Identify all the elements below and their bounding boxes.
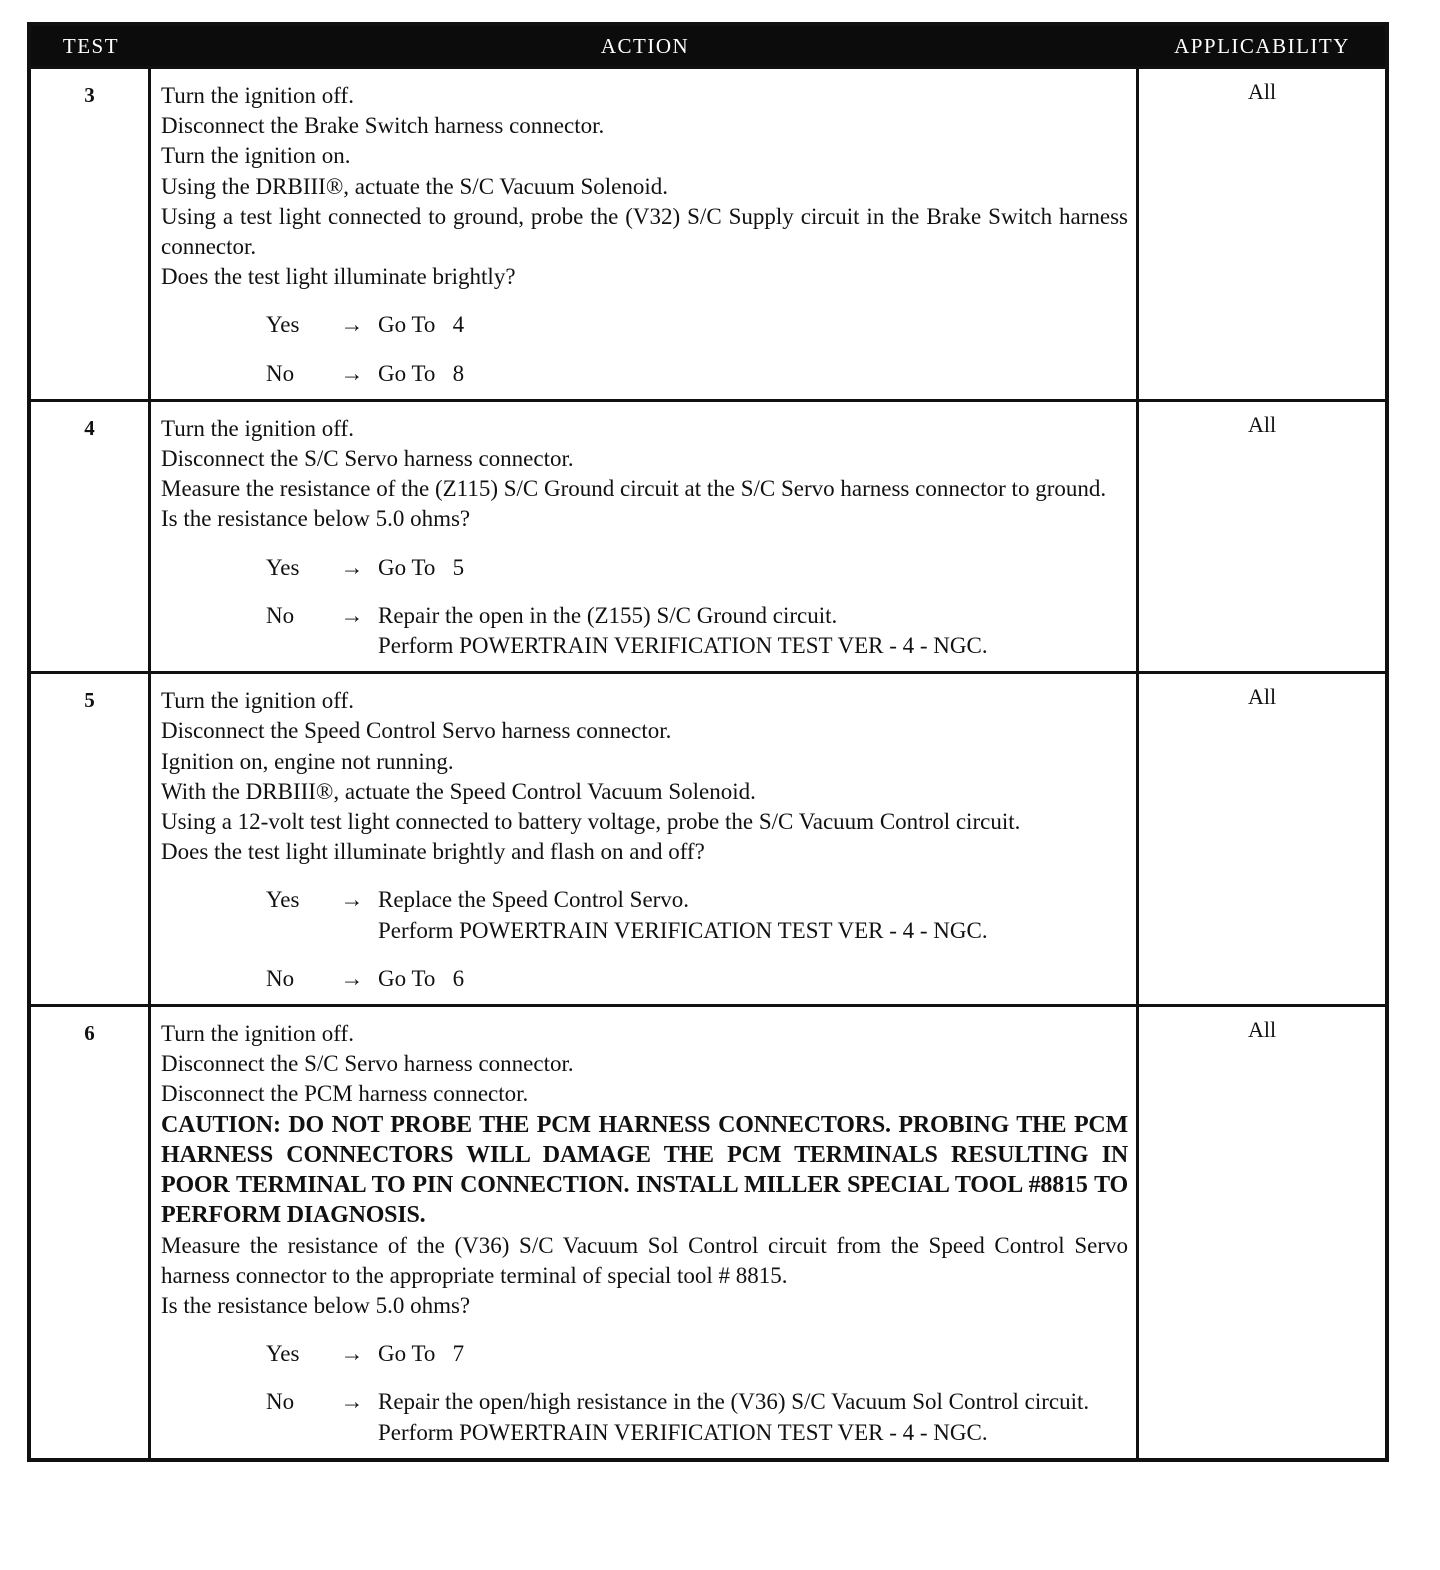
outcome-list (161, 885, 1128, 994)
outcome-list (161, 310, 1128, 388)
outcome-label: No (266, 360, 295, 386)
action-step: Measure the resistance of the (V36) S/C Vacuum Sol Control circuit from the Speed Control Servo harness connector to the appropriate terminal of special tool # 8815. (161, 1232, 1128, 1288)
outcome-line: Go To 8 (378, 360, 465, 386)
action-cell (151, 674, 1139, 1004)
outcome-text (378, 885, 1128, 945)
action-step: Turn the ignition off. (161, 1021, 354, 1047)
action-step: Disconnect the PCM harness connector. (161, 1081, 529, 1107)
arrow-icon: → (340, 1389, 364, 1415)
action-step: Measure the resistance of the (Z115) S/C Ground circuit at the S/C Servo harness connector to ground. (161, 476, 1107, 502)
header-test: TEST (62, 33, 120, 58)
action-step: Ignition on, engine not running. (161, 748, 454, 774)
action-step: Disconnect the Brake Switch harness connector. (161, 113, 605, 139)
outcome-list (161, 1339, 1128, 1448)
outcome-label: Yes (266, 1341, 300, 1367)
outcome-text (378, 1339, 1128, 1369)
outcome-line: Go To 5 (378, 554, 465, 580)
action-step: Disconnect the S/C Servo harness connector. (161, 1051, 574, 1077)
test-number: 5 (31, 674, 151, 1004)
outcome-label: Yes (266, 554, 300, 580)
arrow-icon: → (340, 360, 364, 386)
arrow-icon: → (340, 554, 364, 580)
table-header (31, 26, 1385, 69)
outcome-yes (161, 310, 1128, 340)
arrow-icon: → (340, 965, 364, 991)
outcome-line: Go To 4 (378, 312, 465, 338)
outcome-label: Yes (266, 887, 300, 913)
test-number: 3 (31, 69, 151, 399)
table-row (31, 402, 1385, 674)
outcome-line: Perform POWERTRAIN VERIFICATION TEST VER - 4 - NGC. (378, 917, 988, 943)
action-step: Disconnect the S/C Servo harness connector. (161, 446, 574, 472)
action-step: Turn the ignition off. (161, 83, 354, 108)
header-action: ACTION (600, 33, 690, 58)
action-step: Is the resistance below 5.0 ohms? (161, 506, 471, 532)
outcome-text (378, 553, 1128, 583)
applicability-cell: All (1247, 411, 1277, 437)
outcome-line: Go To 7 (378, 1341, 465, 1367)
outcome-no (161, 601, 1128, 661)
action-step: Does the test light illuminate brightly and flash on and off? (161, 839, 705, 865)
header-applicability: APPLICABILITY (1174, 33, 1350, 58)
outcome-no (161, 1387, 1128, 1447)
caution-notice: CAUTION: DO NOT PROBE THE PCM HARNESS CONNECTORS. PROBING THE PCM HARNESS CONNECTORS WILL DAMAGE THE PCM TERMINALS RESULTING IN POOR TERMINAL TO PIN CONNECTION. INSTALL MILLER SPECIAL TOOL #8815 TO PERFORM DIAGNOSIS. (161, 1111, 1128, 1229)
action-step: Turn the ignition on. (161, 143, 351, 169)
outcome-list (161, 553, 1128, 662)
applicability-cell: All (1247, 79, 1277, 104)
action-cell (151, 1007, 1139, 1458)
action-cell (151, 69, 1139, 399)
outcome-yes (161, 885, 1128, 945)
outcome-line: Perform POWERTRAIN VERIFICATION TEST VER - 4 - NGC. (378, 1419, 988, 1445)
test-number: 4 (31, 402, 151, 671)
outcome-line: Repair the open/high resistance in the (V36) S/C Vacuum Sol Control circuit. (378, 1389, 1090, 1415)
outcome-text (378, 359, 1128, 389)
diagnostic-test-table (27, 22, 1389, 1462)
applicability-cell: All (1247, 1017, 1277, 1043)
outcome-line: Perform POWERTRAIN VERIFICATION TEST VER - 4 - NGC. (378, 633, 988, 659)
action-step: Turn the ignition off. (161, 688, 354, 714)
outcome-text (378, 310, 1128, 340)
outcome-no (161, 359, 1128, 389)
action-step: Turn the ignition off. (161, 415, 354, 441)
outcome-label: No (266, 965, 295, 991)
outcome-yes (161, 553, 1128, 583)
outcome-label: No (266, 602, 295, 628)
arrow-icon: → (340, 602, 364, 628)
outcome-line: Go To 6 (378, 965, 465, 991)
outcome-text (378, 1387, 1128, 1447)
action-cell (151, 402, 1139, 671)
arrow-icon: → (340, 887, 364, 913)
outcome-no (161, 964, 1128, 994)
outcome-label: Yes (266, 312, 300, 338)
applicability-cell: All (1247, 684, 1277, 710)
outcome-text (378, 964, 1128, 994)
outcome-yes (161, 1339, 1128, 1369)
table-row (31, 674, 1385, 1007)
action-step: Is the resistance below 5.0 ohms? (161, 1292, 471, 1318)
arrow-icon: → (340, 312, 364, 338)
action-step: Disconnect the Speed Control Servo harness connector. (161, 718, 672, 744)
action-step: Does the test light illuminate brightly? (161, 264, 516, 290)
action-step: Using a 12-volt test light connected to battery voltage, probe the S/C Vacuum Control circuit. (161, 809, 1021, 835)
outcome-line: Repair the open in the (Z155) S/C Ground circuit. (378, 602, 838, 628)
outcome-line: Replace the Speed Control Servo. (378, 887, 690, 913)
table-row (31, 69, 1385, 402)
action-step: Using the DRBIII®, actuate the S/C Vacuum Solenoid. (161, 173, 669, 199)
outcome-label: No (266, 1389, 295, 1415)
action-step: With the DRBIII®, actuate the Speed Control Vacuum Solenoid. (161, 778, 756, 804)
action-step: Using a test light connected to ground, probe the (V32) S/C Supply circuit in the Brake Switch harness connector. (161, 203, 1128, 260)
arrow-icon: → (340, 1341, 364, 1367)
table-row (31, 1007, 1385, 1458)
outcome-text (378, 601, 1128, 661)
test-number: 6 (31, 1007, 151, 1458)
